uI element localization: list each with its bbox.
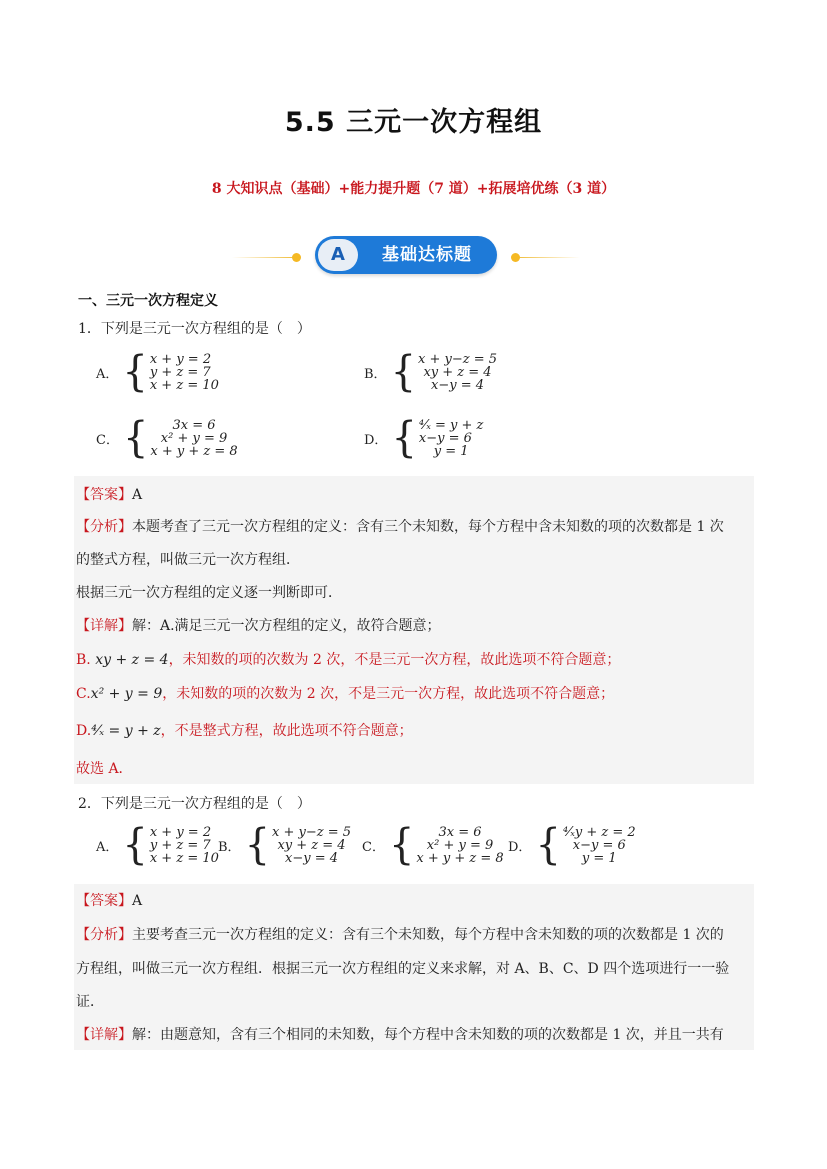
banner-dot-right [511, 253, 520, 262]
equation-system [272, 826, 351, 865]
equation: x + z = 10 [149, 850, 219, 866]
analysis-text: 的整式方程，叫做三元一次方程组． [76, 552, 300, 568]
inline-equation: ⁴⁄ₓ = y + z [91, 723, 161, 739]
question-2-text: 2．下列是三元一次方程组的是（ ） [78, 796, 311, 812]
subtitle: 8 大知识点（基础）+能力提升题（7 道）+拓展培优练（3 道） [211, 181, 616, 197]
detail-text: ，不是整式方程，故此选项不符合题意； [160, 723, 413, 739]
equation: x + y = 2 [149, 824, 212, 840]
analysis-text: 根据三元一次方程组的定义逐一判断即可． [76, 585, 342, 601]
detail-text: ，未知数的项的次数为 2 次，不是三元一次方程，故此选项不符合题意； [168, 652, 621, 668]
equation: 3x = 6 [438, 824, 482, 840]
option-label: C． [362, 839, 385, 855]
equation: x + y−z = 5 [272, 824, 352, 840]
q1-option-c[interactable] [96, 413, 238, 463]
q1-option-d[interactable] [364, 413, 484, 463]
equation-system [150, 419, 237, 458]
option-label: D． [364, 432, 388, 448]
equation-system [416, 826, 503, 865]
analysis-line [76, 924, 724, 944]
detail-option-b [76, 649, 620, 669]
equation: x−y = 4 [285, 850, 339, 866]
equation: x + z = 10 [149, 377, 219, 393]
detail-prefix: D. [76, 723, 92, 739]
equation: x−y = 4 [431, 377, 485, 393]
banner-divider-left [232, 257, 294, 258]
detail-tag: 【详解】 [76, 618, 132, 634]
equation: x + y + z = 8 [416, 850, 504, 866]
brace-icon: { [122, 413, 149, 463]
brace-icon: { [390, 347, 417, 397]
equation-system [418, 353, 497, 392]
brace-icon: { [388, 820, 415, 870]
detail-text: ，未知数的项的次数为 2 次，不是三元一次方程，故此选项不符合题意； [162, 686, 615, 702]
equation: y + z = 7 [149, 364, 211, 380]
analysis-text: 主要考查三元一次方程组的定义：含有三个未知数，每个方程中含未知数的项的次数都是 1 次的 [132, 927, 724, 943]
section-banner-label: 基础达标题 [382, 245, 472, 265]
detail-tag: 【详解】 [76, 1027, 132, 1043]
equation: x−y = 6 [418, 430, 472, 446]
equation-system [419, 419, 484, 458]
option-label: A． [96, 839, 119, 855]
equation-system [150, 826, 219, 865]
q2-option-d[interactable] [508, 820, 636, 870]
equation: xy + z = 4 [423, 364, 492, 380]
banner-divider-right [518, 257, 580, 258]
q2-option-a[interactable] [96, 820, 219, 870]
equation: y = 1 [581, 850, 617, 866]
answer-value: A [132, 487, 143, 503]
equation-system [150, 353, 219, 392]
brace-icon: { [122, 347, 148, 397]
analysis-text: 证． [76, 994, 104, 1010]
detail-option-c [76, 683, 614, 703]
equation: x + y + z = 8 [150, 443, 238, 459]
answer-tag: 【答案】 [76, 487, 132, 503]
equation: x² + y = 9 [426, 837, 494, 853]
detail-prefix: B. [76, 652, 91, 668]
answer-block-1 [74, 476, 754, 784]
equation: 3x = 6 [172, 417, 216, 433]
equation: x² + y = 9 [160, 430, 228, 446]
detail-text: 解：由题意知，含有三个相同的未知数，每个方程中含未知数的项的次数都是 1 次，并且一共有 [132, 1027, 724, 1043]
answer-line [76, 484, 142, 504]
analysis-tag: 【分析】 [76, 519, 132, 535]
q2-option-c[interactable] [362, 820, 504, 870]
question-1-text: 1．下列是三元一次方程组的是（ ） [78, 321, 311, 337]
conclusion: 故选 A． [76, 761, 133, 777]
section-heading: 一、三元一次方程定义 [78, 293, 218, 309]
analysis-text: 本题考查了三元一次方程组的定义：含有三个未知数，每个方程中含未知数的项的次数都是 1 次 [132, 519, 724, 535]
page-title: 5.5 三元一次方程组 [284, 107, 543, 138]
brace-icon: { [244, 820, 271, 870]
brace-icon: { [391, 413, 417, 463]
detail-option-d [76, 720, 413, 740]
equation-system [563, 826, 636, 865]
answer-block-2 [74, 884, 754, 1050]
equation: x + y−z = 5 [418, 351, 498, 367]
section-badge: A [318, 239, 358, 271]
equation: x−y = 6 [572, 837, 626, 853]
equation: ⁴⁄ₓ = y + z [418, 417, 484, 433]
q1-option-a[interactable] [96, 347, 219, 397]
option-label: B． [218, 839, 241, 855]
banner-dot-left [292, 253, 301, 262]
option-label: A． [96, 366, 119, 382]
answer-value: A [132, 893, 143, 909]
equation: ⁴⁄ₓy + z = 2 [562, 824, 636, 840]
q2-option-b[interactable] [218, 820, 352, 870]
analysis-text: 方程组，叫做三元一次方程组．根据三元一次方程组的定义来求解，对 A、B、C、D 四个选项进行一一验 [76, 961, 730, 977]
inline-equation: x² + y = 9 [90, 686, 163, 702]
answer-line [76, 890, 142, 910]
option-label: B． [364, 366, 387, 382]
brace-icon: { [122, 820, 148, 870]
analysis-line [76, 516, 724, 536]
answer-tag: 【答案】 [76, 893, 132, 909]
detail-prefix: C. [76, 686, 91, 702]
equation: xy + z = 4 [277, 837, 346, 853]
equation: x + y = 2 [149, 351, 212, 367]
analysis-tag: 【分析】 [76, 927, 132, 943]
inline-equation: xy + z = 4 [95, 652, 169, 668]
equation: y = 1 [433, 443, 469, 459]
detail-line [76, 1024, 724, 1044]
option-label: D． [508, 839, 532, 855]
option-label: C． [96, 432, 119, 448]
q1-option-b[interactable] [364, 347, 498, 397]
equation: y + z = 7 [149, 837, 211, 853]
detail-text: 解：A.满足三元一次方程组的定义，故符合题意； [132, 618, 441, 634]
detail-line [76, 615, 441, 635]
brace-icon: { [535, 820, 561, 870]
